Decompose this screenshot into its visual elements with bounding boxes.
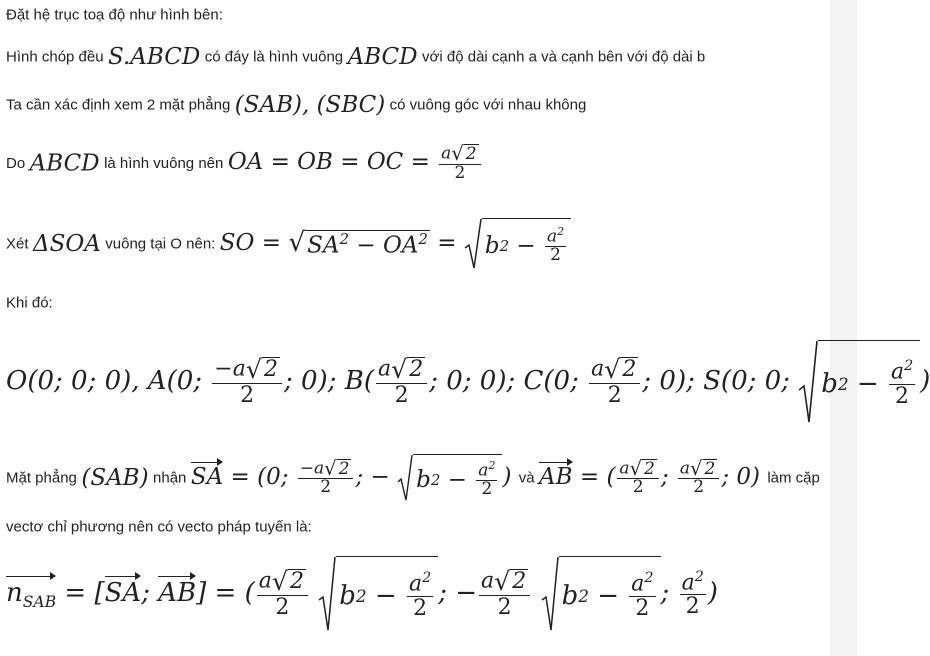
intro-line: Đặt hệ trục toạ độ như hình bên: [6, 6, 223, 24]
normal-vector-intro-line: vectơ chỉ phương nên có vecto pháp tuyến là: [6, 518, 312, 536]
height-line: Xét ΔSOA vuông tại O nên: SO = √ $SA^2 - OA^2$ = b 2 − $\frac{a^2}{2}$ [6, 218, 571, 270]
normal-vector-formula: $n_{SAB} = [SA$; AB] = ( a √ 2 2 b 2 − $\frac{a^2}{2}$ ; − a √ 2 2 b 2 − $\frac{a^2}{2}$ ; $\frac{a^2}{2}$ ) [6, 578, 718, 608]
pyramid-name: S.ABCD [108, 44, 201, 70]
half-diagonal-formula: OA = OB = OC = a √ 2 2 [228, 149, 483, 175]
then-line: Khi đó: [6, 294, 53, 312]
right-margin-strip [830, 0, 857, 656]
plane-vectors-line: Mặt phẳng (SAB) nhận SA = (0; −a √ 2 2 ; − b 2 − $\frac{a^2}{2}$ ) và AB = ( a √ 2 2 ; a √ 2 2 ; 0) làm cặp [6, 454, 820, 502]
height-formula: SO = √ $SA^2 - OA^2$ = b 2 − $\frac{a^2}{2}$ [220, 230, 571, 256]
vector-sa-formula: SA = (0; −a √ 2 2 ; − b 2 − $\frac{a^2}{2}$ ) [191, 464, 519, 490]
vector-ab-formula: AB = ( a √ 2 2 ; a √ 2 2 ; 0) [539, 456, 768, 498]
pyramid-description-line: Hình chóp đều S.ABCD có đáy là hình vuông ABCD với độ dài cạnh a và cạnh bên với độ dài b [6, 44, 706, 70]
planes-formula: (SAB), (SBC) [234, 92, 386, 118]
coordinates-formula: O(0; 0; 0), A(0; −a √ 2 2 ; 0); B( a √ 2 2 ; 0; 0); C(0; a √ 2 2 ; 0); S(0; 0; b 2 − $\frac{a^2}{2}$ ) [6, 366, 930, 396]
coordinates-line [6, 340, 930, 424]
normal-vector-line [6, 556, 718, 632]
half-diagonal-line: Do ABCD là hình vuông nên OA = OB = OC = a √ 2 2 [6, 144, 483, 183]
question-line: Ta cần xác định xem 2 mặt phẳng (SAB), (SBC) có vuông góc với nhau không [6, 92, 587, 118]
square-name: ABCD [347, 44, 418, 70]
